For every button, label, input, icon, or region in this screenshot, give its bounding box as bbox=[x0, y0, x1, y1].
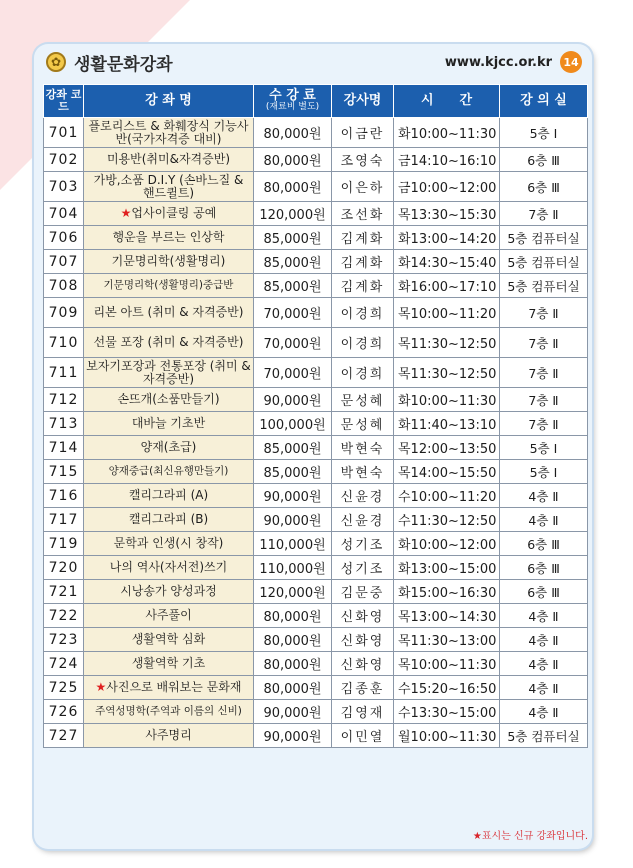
schedule-cell: 화10:00~11:30 bbox=[394, 388, 500, 412]
course-name-cell bbox=[84, 436, 254, 460]
course-code-cell: 701 bbox=[44, 118, 84, 148]
schedule-cell: 목12:00~13:50 bbox=[394, 436, 500, 460]
course-name-cell bbox=[84, 628, 254, 652]
table-row bbox=[44, 556, 588, 580]
course-fee-cell: 90,000원 bbox=[254, 724, 332, 748]
course-name-cell bbox=[84, 484, 254, 508]
course-fee-cell: 110,000원 bbox=[254, 532, 332, 556]
schedule-cell: 수15:20~16:50 bbox=[394, 676, 500, 700]
instructor-cell: 문성혜 bbox=[332, 412, 394, 436]
course-name-text: 양재중급(최신유행만들기) bbox=[108, 464, 229, 477]
schedule-cell: 목11:30~13:00 bbox=[394, 628, 500, 652]
course-code-cell: 717 bbox=[44, 508, 84, 532]
course-name-text: 리본 아트 (취미 & 자격증반) bbox=[93, 305, 244, 320]
instructor-cell: 신윤경 bbox=[332, 508, 394, 532]
course-code-cell: 725 bbox=[44, 676, 84, 700]
column-header-name: 강 좌 명 bbox=[84, 85, 254, 118]
instructor-cell: 김영재 bbox=[332, 700, 394, 724]
footnote: ★표시는 신규 강좌입니다. bbox=[472, 831, 588, 842]
table-row bbox=[44, 328, 588, 358]
table-row bbox=[44, 274, 588, 298]
course-name-text: 미용반(취미&자격증반) bbox=[106, 152, 231, 167]
table-row bbox=[44, 532, 588, 556]
schedule-cell: 월10:00~11:30 bbox=[394, 724, 500, 748]
table-row bbox=[44, 436, 588, 460]
course-name-text: 플로리스트 & 화훼장식 기능사반(국가자격증 대비) bbox=[88, 118, 249, 146]
column-header-instructor: 강사명 bbox=[332, 85, 394, 118]
course-fee-cell: 90,000원 bbox=[254, 388, 332, 412]
table-row bbox=[44, 298, 588, 328]
schedule-cell: 화13:00~14:20 bbox=[394, 226, 500, 250]
table-row bbox=[44, 460, 588, 484]
schedule-cell: 화15:00~16:30 bbox=[394, 580, 500, 604]
course-name-text: 주역성명학(주역과 이름의 신비) bbox=[95, 704, 242, 717]
course-name-text: 대바늘 기초반 bbox=[131, 416, 206, 431]
table-row bbox=[44, 652, 588, 676]
table-row bbox=[44, 604, 588, 628]
table-row bbox=[44, 412, 588, 436]
course-code-cell: 711 bbox=[44, 358, 84, 388]
schedule-cell: 화13:00~15:00 bbox=[394, 556, 500, 580]
course-fee-cell: 120,000원 bbox=[254, 580, 332, 604]
course-code-cell: 703 bbox=[44, 172, 84, 202]
table-row bbox=[44, 676, 588, 700]
room-cell: 7층 Ⅱ bbox=[500, 202, 588, 226]
course-name-text: 선물 포장 (취미 & 자격증반) bbox=[93, 335, 244, 350]
course-name-cell bbox=[84, 556, 254, 580]
schedule-cell: 목13:30~15:30 bbox=[394, 202, 500, 226]
room-cell: 7층 Ⅱ bbox=[500, 388, 588, 412]
course-fee-cell: 85,000원 bbox=[254, 436, 332, 460]
instructor-cell: 김계화 bbox=[332, 250, 394, 274]
course-name-cell bbox=[84, 604, 254, 628]
course-fee-cell: 80,000원 bbox=[254, 148, 332, 172]
room-cell: 7층 Ⅱ bbox=[500, 298, 588, 328]
course-name-cell bbox=[84, 508, 254, 532]
course-fee-cell: 70,000원 bbox=[254, 298, 332, 328]
course-name-cell bbox=[84, 202, 254, 226]
instructor-cell: 이경희 bbox=[332, 328, 394, 358]
table-header-row bbox=[44, 85, 588, 118]
course-code-cell: 716 bbox=[44, 484, 84, 508]
room-cell: 4층 Ⅱ bbox=[500, 484, 588, 508]
schedule-cell: 수10:00~11:20 bbox=[394, 484, 500, 508]
course-code-cell: 712 bbox=[44, 388, 84, 412]
schedule-cell: 화10:00~12:00 bbox=[394, 532, 500, 556]
table-row bbox=[44, 700, 588, 724]
course-code-cell: 727 bbox=[44, 724, 84, 748]
instructor-cell: 신화영 bbox=[332, 628, 394, 652]
course-name-text: 양재(초급) bbox=[140, 440, 197, 455]
course-fee-cell: 120,000원 bbox=[254, 202, 332, 226]
course-fee-cell: 70,000원 bbox=[254, 358, 332, 388]
course-fee-cell: 85,000원 bbox=[254, 460, 332, 484]
course-name-cell bbox=[84, 652, 254, 676]
course-fee-cell: 85,000원 bbox=[254, 274, 332, 298]
course-fee-cell: 80,000원 bbox=[254, 652, 332, 676]
room-cell: 4층 Ⅱ bbox=[500, 700, 588, 724]
room-cell: 7층 Ⅱ bbox=[500, 328, 588, 358]
course-name-cell bbox=[84, 328, 254, 358]
instructor-cell: 박현숙 bbox=[332, 460, 394, 484]
room-cell: 7층 Ⅱ bbox=[500, 412, 588, 436]
instructor-cell: 문성혜 bbox=[332, 388, 394, 412]
schedule-cell: 화14:30~15:40 bbox=[394, 250, 500, 274]
course-code-cell: 709 bbox=[44, 298, 84, 328]
course-name-text: 손뜨개(소품만들기) bbox=[117, 392, 220, 407]
schedule-cell: 수11:30~12:50 bbox=[394, 508, 500, 532]
instructor-cell: 김문중 bbox=[332, 580, 394, 604]
instructor-cell: 이경희 bbox=[332, 298, 394, 328]
schedule-cell: 금14:10~16:10 bbox=[394, 148, 500, 172]
course-name-cell bbox=[84, 274, 254, 298]
course-fee-cell: 80,000원 bbox=[254, 604, 332, 628]
course-name-text: 캘리그라피 (B) bbox=[128, 512, 209, 527]
room-cell: 4층 Ⅱ bbox=[500, 628, 588, 652]
table-row bbox=[44, 580, 588, 604]
instructor-cell: 신화영 bbox=[332, 652, 394, 676]
course-code-cell: 710 bbox=[44, 328, 84, 358]
room-cell: 5층 컴퓨터실 bbox=[500, 724, 588, 748]
course-fee-cell: 85,000원 bbox=[254, 226, 332, 250]
course-name-cell bbox=[84, 724, 254, 748]
table-row bbox=[44, 250, 588, 274]
course-fee-cell: 90,000원 bbox=[254, 484, 332, 508]
course-name-cell bbox=[84, 226, 254, 250]
table-row bbox=[44, 388, 588, 412]
instructor-cell: 조선화 bbox=[332, 202, 394, 226]
schedule-cell: 목14:00~15:50 bbox=[394, 460, 500, 484]
instructor-cell: 성기조 bbox=[332, 532, 394, 556]
course-fee-cell: 70,000원 bbox=[254, 328, 332, 358]
table-row bbox=[44, 628, 588, 652]
schedule-cell: 목10:00~11:20 bbox=[394, 298, 500, 328]
course-name-text: 나의 역사(자서전)쓰기 bbox=[109, 560, 228, 575]
course-fee-cell: 100,000원 bbox=[254, 412, 332, 436]
room-cell: 4층 Ⅱ bbox=[500, 652, 588, 676]
schedule-cell: 목11:30~12:50 bbox=[394, 328, 500, 358]
course-code-cell: 702 bbox=[44, 148, 84, 172]
course-name-cell bbox=[84, 580, 254, 604]
table-row bbox=[44, 484, 588, 508]
instructor-cell: 김종훈 bbox=[332, 676, 394, 700]
course-code-cell: 726 bbox=[44, 700, 84, 724]
course-name-text: 생활역학 심화 bbox=[131, 632, 206, 647]
course-name-text: 사주풀이 bbox=[145, 608, 192, 623]
schedule-cell: 화11:40~13:10 bbox=[394, 412, 500, 436]
room-cell: 5층 컴퓨터실 bbox=[500, 250, 588, 274]
schedule-cell: 수13:30~15:00 bbox=[394, 700, 500, 724]
table-row bbox=[44, 508, 588, 532]
course-code-cell: 719 bbox=[44, 532, 84, 556]
instructor-cell: 김계화 bbox=[332, 274, 394, 298]
instructor-cell: 이민열 bbox=[332, 724, 394, 748]
column-header-fee-label: 수 강 료 bbox=[269, 87, 316, 103]
column-header-fee bbox=[254, 85, 332, 118]
schedule-cell: 목13:00~14:30 bbox=[394, 604, 500, 628]
column-header-room: 강 의 실 bbox=[500, 85, 588, 118]
page-header bbox=[42, 48, 584, 76]
instructor-cell: 조영숙 bbox=[332, 148, 394, 172]
column-header-code: 강좌 코드 bbox=[44, 85, 84, 118]
course-name-text: 행운을 부르는 인상학 bbox=[112, 230, 225, 245]
course-fee-cell: 80,000원 bbox=[254, 118, 332, 148]
new-course-star-icon: ★ bbox=[120, 206, 132, 221]
page-title: 생활문화강좌 bbox=[74, 54, 173, 75]
room-cell: 5층 Ⅰ bbox=[500, 436, 588, 460]
instructor-cell: 김계화 bbox=[332, 226, 394, 250]
course-code-cell: 706 bbox=[44, 226, 84, 250]
course-code-cell: 724 bbox=[44, 652, 84, 676]
room-cell: 6층 Ⅲ bbox=[500, 532, 588, 556]
room-cell: 6층 Ⅲ bbox=[500, 580, 588, 604]
table-row bbox=[44, 226, 588, 250]
table-row bbox=[44, 172, 588, 202]
course-name-text: 사진으로 배워보는 문화재 bbox=[106, 680, 242, 695]
course-name-cell bbox=[84, 676, 254, 700]
instructor-cell: 신화영 bbox=[332, 604, 394, 628]
website-link[interactable]: www.kjcc.or.kr bbox=[444, 54, 552, 70]
course-name-text: 사주명리 bbox=[145, 728, 192, 743]
instructor-cell: 이은하 bbox=[332, 172, 394, 202]
course-fee-cell: 85,000원 bbox=[254, 250, 332, 274]
room-cell: 5층 컴퓨터실 bbox=[500, 226, 588, 250]
instructor-cell: 이경희 bbox=[332, 358, 394, 388]
room-cell: 6층 Ⅲ bbox=[500, 556, 588, 580]
course-code-cell: 704 bbox=[44, 202, 84, 226]
course-code-cell: 707 bbox=[44, 250, 84, 274]
column-header-time: 시 간 bbox=[394, 85, 500, 118]
course-name-text: 생활역학 기초 bbox=[131, 656, 206, 671]
table-row bbox=[44, 358, 588, 388]
table-row bbox=[44, 148, 588, 172]
room-cell: 4층 Ⅱ bbox=[500, 508, 588, 532]
instructor-cell: 신윤경 bbox=[332, 484, 394, 508]
course-name-cell bbox=[84, 532, 254, 556]
course-fee-cell: 80,000원 bbox=[254, 676, 332, 700]
column-header-fee-sub: (재료비 별도) bbox=[265, 102, 320, 113]
course-name-cell bbox=[84, 358, 254, 388]
course-code-cell: 713 bbox=[44, 412, 84, 436]
course-fee-cell: 80,000원 bbox=[254, 628, 332, 652]
new-course-star-icon: ★ bbox=[95, 680, 107, 695]
course-table bbox=[43, 84, 588, 748]
page-number-badge: 14 bbox=[560, 51, 582, 73]
course-name-cell bbox=[84, 298, 254, 328]
course-code-cell: 723 bbox=[44, 628, 84, 652]
room-cell: 4층 Ⅱ bbox=[500, 604, 588, 628]
course-name-text: 기문명리학(생활명리) bbox=[111, 254, 226, 269]
schedule-cell: 목11:30~12:50 bbox=[394, 358, 500, 388]
course-code-cell: 721 bbox=[44, 580, 84, 604]
course-name-text: 문학과 인생(시 창작) bbox=[113, 536, 224, 551]
instructor-cell: 이금란 bbox=[332, 118, 394, 148]
course-name-cell bbox=[84, 172, 254, 202]
room-cell: 4층 Ⅱ bbox=[500, 676, 588, 700]
course-name-cell bbox=[84, 148, 254, 172]
course-name-text: 기문명리학(생활명리)중급반 bbox=[103, 278, 234, 291]
table-row bbox=[44, 118, 588, 148]
schedule-cell: 목10:00~11:30 bbox=[394, 652, 500, 676]
course-code-cell: 722 bbox=[44, 604, 84, 628]
room-cell: 6층 Ⅲ bbox=[500, 148, 588, 172]
table-row bbox=[44, 724, 588, 748]
course-name-cell bbox=[84, 412, 254, 436]
room-cell: 7층 Ⅱ bbox=[500, 358, 588, 388]
instructor-cell: 성기조 bbox=[332, 556, 394, 580]
instructor-cell: 박현숙 bbox=[332, 436, 394, 460]
course-code-cell: 720 bbox=[44, 556, 84, 580]
course-fee-cell: 90,000원 bbox=[254, 508, 332, 532]
course-name-text: 업사이클링 공예 bbox=[131, 206, 217, 221]
flower-logo-icon: ✿ bbox=[46, 52, 66, 72]
course-name-cell bbox=[84, 388, 254, 412]
room-cell: 5층 Ⅰ bbox=[500, 118, 588, 148]
course-fee-cell: 80,000원 bbox=[254, 172, 332, 202]
schedule-cell: 화10:00~11:30 bbox=[394, 118, 500, 148]
course-code-cell: 715 bbox=[44, 460, 84, 484]
course-name-text: 가방,소품 D.I.Y (손바느질 & 핸드퀼트) bbox=[93, 172, 244, 200]
course-code-cell: 714 bbox=[44, 436, 84, 460]
course-name-text: 보자기포장과 전통포장 (취미 & 자격증반) bbox=[86, 358, 251, 386]
course-fee-cell: 90,000원 bbox=[254, 700, 332, 724]
course-code-cell: 708 bbox=[44, 274, 84, 298]
room-cell: 5층 컴퓨터실 bbox=[500, 274, 588, 298]
course-name-cell bbox=[84, 250, 254, 274]
room-cell: 6층 Ⅲ bbox=[500, 172, 588, 202]
course-name-text: 캘리그라피 (A) bbox=[128, 488, 209, 503]
course-name-cell bbox=[84, 460, 254, 484]
course-fee-cell: 110,000원 bbox=[254, 556, 332, 580]
course-name-cell bbox=[84, 118, 254, 148]
room-cell: 5층 Ⅰ bbox=[500, 460, 588, 484]
schedule-cell: 금10:00~12:00 bbox=[394, 172, 500, 202]
schedule-cell: 화16:00~17:10 bbox=[394, 274, 500, 298]
course-name-text: 시낭송가 양성과정 bbox=[120, 584, 217, 599]
table-row bbox=[44, 202, 588, 226]
course-name-cell bbox=[84, 700, 254, 724]
